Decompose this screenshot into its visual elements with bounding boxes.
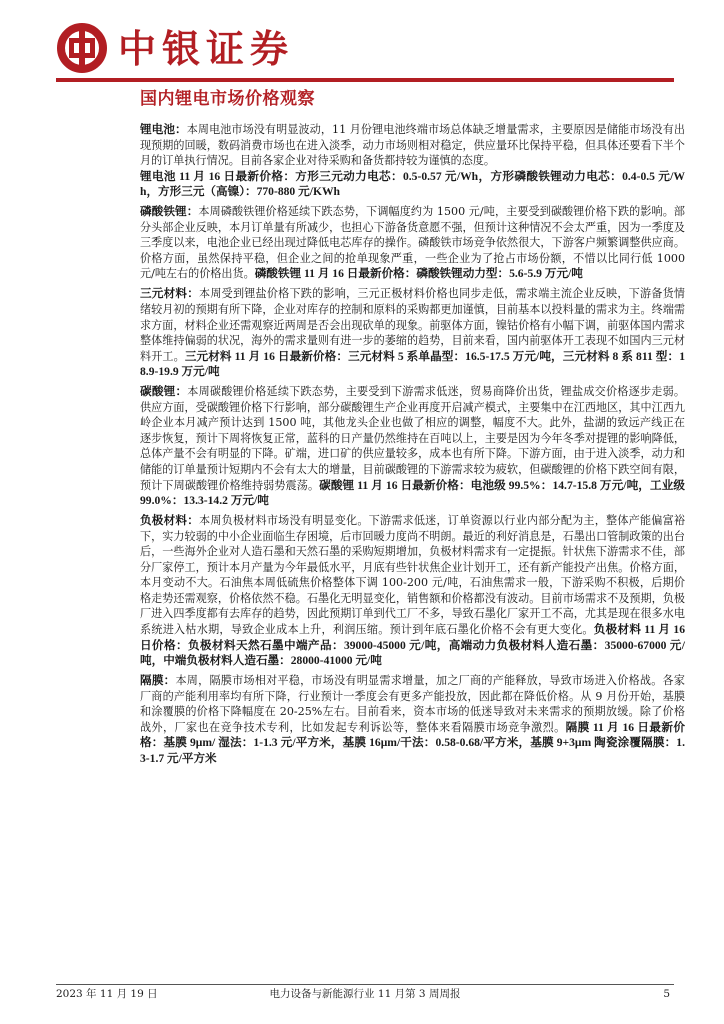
paragraph-text: 本周电池市场没有明显波动，11 月份锂电池终端市场总体缺乏增量需求，主要原因是储能市场没有出现预期的回暖，数码消费市场也在进入淡季，动力市场则相对稳定，供应量环比保持平稳，但具体还要看下半个月的订单执行情况。目前各家企业对待采购和备货都持较为谨慎的态度。	[140, 123, 685, 168]
paragraph-lithium-battery	[140, 122, 685, 200]
price-highlight: 三元材料 11 月 16 日最新价格：三元材料 5 系单晶型：16.5-17.5 万元/吨，三元材料 8 系 811 型：18.9-19.9 万元/吨	[140, 349, 685, 379]
paragraph-lead: 隔膜：	[140, 674, 176, 688]
footer-date: 2023 年 11 月 19 日	[56, 988, 158, 1000]
paragraph-lead: 三元材料：	[140, 287, 200, 301]
paragraph-lfp	[140, 204, 685, 282]
paragraph-text: 本周负极材料市场没有明显变化。下游需求低迷，订单资源以行业内部分配为主，整体产能偏富裕下，实力较弱的中小企业面临生存困境，后市回暖力度尚不明朗。最近的利好消息是，石墨出口管制政策的出台后，一些海外企业对人造石墨和天然石墨的采购短期增加，负极材料需求有一定提振。针状焦下游需求不佳，部分厂家停工，预计本月产量为今年最低水平，月底有些针状焦企业计划开工，还有新产能投产出焦。价格方面，本月变动不大。石油焦本周低硫焦价格整体下调 100-200 元/吨，石油焦需求一般，下游采购不积极，后期价格走势还需观察，价格依然不稳。石墨化无明显变化，销售额和价格都没有波动。目前市场需求不及预期，负极厂进入四季度都有去库存的趋势，因此预期订单到代工厂不多，导致石墨化厂家开工不高，尤其是现在很多水电系统进入枯水期，导致企业成本上升，利润压缩。预计到年底石墨化价格不会有更大变化。	[140, 514, 685, 636]
paragraph-text: 本周磷酸铁锂价格延续下跌态势，下调幅度约为 1500 元/吨，主要受到碳酸锂价格下跌的影响。部分头部企业反映，本月订单量有所减少，也担心下游备货意愿不强，但预计这种情况不会太严重，因为一季度及三季度以来，电池企业已经出现过降低电芯库存的操作。磷酸铁市场竞争依然很大，下游客户频繁调整供应商。价格方面，虽然保持平稳，但企业之间的抢单现象严重，一些企业为了抢占市场份额，不惜以比同行低 1000 元/吨左右的价格出货。	[140, 205, 685, 281]
price-highlight: 锂电池 11 月 16 日最新价格：方形三元动力电芯：0.5-0.57 元/Wh，方形磷酸铁锂动力电芯：0.4-0.5 元/Wh，方形三元（高镍）：770-880 元/KWh	[140, 169, 685, 199]
price-highlight: 碳酸锂 11 月 16 日最新价格：电池级 99.5%：14.7-15.8 万元/吨，工业级 99.0%：13.3-14.2 万元/吨	[140, 478, 685, 508]
footer-divider	[56, 984, 674, 985]
paragraph-text: 本周碳酸锂价格延续下跌态势，主要受到下游需求低迷，贸易商降价出货，锂盐成交价格逐步走弱。供应方面，受碳酸锂价格下行影响，部分碳酸锂生产企业再度开启减产模式，主要集中在江西地区，其中江西九岭企业本月减产预计达到 1500 吨，其他龙头企业也做了相应的调整，幅度不大。此外，盐湖的致远产线正在逐步恢复，预计下周将恢复正常，蓝科的日产量仍然维持在百吨以上，主要是因为今年冬季对提锂的影响降低，总体产量不会有明显的下降。矿端，进口矿的供应量较多，成本也有所下降。下游方面，由于进入淡季，动力和储能的订单量预计短期内不会有太大的增量，目前碳酸锂的下游需求较为疲软，但碳酸锂的价格下跌空间有限，预计下周碳酸锂价格维持弱势震荡。	[140, 385, 685, 492]
paragraph-lead: 锂电池：	[140, 123, 187, 136]
paragraph-separator	[140, 673, 685, 766]
price-highlight: 隔膜 11 月 16 日最新价格：基膜 9μm/ 湿法：1-1.3 元/平方米，基膜 16μm/干法：0.58-0.68/平方米，基膜 9+3μm 陶瓷涂覆隔膜：1.3-1.7 元/平方米	[140, 720, 685, 765]
page-footer	[56, 986, 674, 1002]
paragraph-lithium-carbonate	[140, 384, 685, 508]
bank-of-china-icon	[56, 22, 108, 74]
page-number: 5	[663, 988, 670, 1000]
brand-name: 中银证券	[118, 27, 295, 71]
paragraph-ternary	[140, 286, 685, 379]
paragraph-text: 本周，隔膜市场相对平稳，市场没有明显需求增量，加之厂商的产能释放，导致市场进入价格战。各家厂商的产能利用率均有所下降，行业预计一季度会有更多产能投放，因此都在降低价格。从 9 月份开始，基膜和涂覆膜的价格下降幅度在 20-25%左右。目前看来，资本市场的低迷导致对未来需求的预期放缓。除了价格战外，厂家也在竞争技术专利，比如发起专利诉讼等，整体来看隔膜市场竞争激烈。	[140, 674, 685, 734]
brand-logo	[56, 22, 306, 78]
price-highlight: 负极材料 11 月 16 日价格：负极材料天然石墨中端产品：39000-45000 元/吨，高端动力负极材料人造石墨：35000-67000 元/吨，中端负极材料人造石墨：28000-41000 元/吨	[140, 622, 685, 668]
paragraph-anode	[140, 513, 685, 668]
footer-report-name: 电力设备与新能源行业 11 月第 3 周周报	[269, 988, 461, 1000]
paragraph-lead: 负极材料：	[140, 514, 200, 528]
paragraph-lead: 碳酸锂：	[140, 385, 188, 399]
section-title: 国内锂电市场价格观察	[140, 89, 315, 109]
paragraph-text: 本周受到锂盐价格下跌的影响，三元正极材料价格也同步走低，需求端主流企业反映，下游备货情绪较月初的预期有所下降，企业对库存的控制和原料的采购都更加谨慎，目前基本以投料量的需求为主。终端需求方面，材料企业还需观察近两周是否会出现砍单的现象。前驱体方面，镍钴价格有小幅下调，前驱体国内需求整体维持偏弱的状况，海外的需求量则有进一步的萎缩的趋势，目前来看，国内前驱体开工表现不如国内三元材料开工。	[140, 287, 685, 363]
price-highlight: 磷酸铁锂 11 月 16 日最新价格：磷酸铁锂动力型：5.6-5.9 万元/吨	[254, 267, 583, 281]
report-body	[140, 122, 685, 771]
header-divider	[56, 78, 674, 82]
paragraph-lead: 磷酸铁锂：	[140, 205, 199, 219]
